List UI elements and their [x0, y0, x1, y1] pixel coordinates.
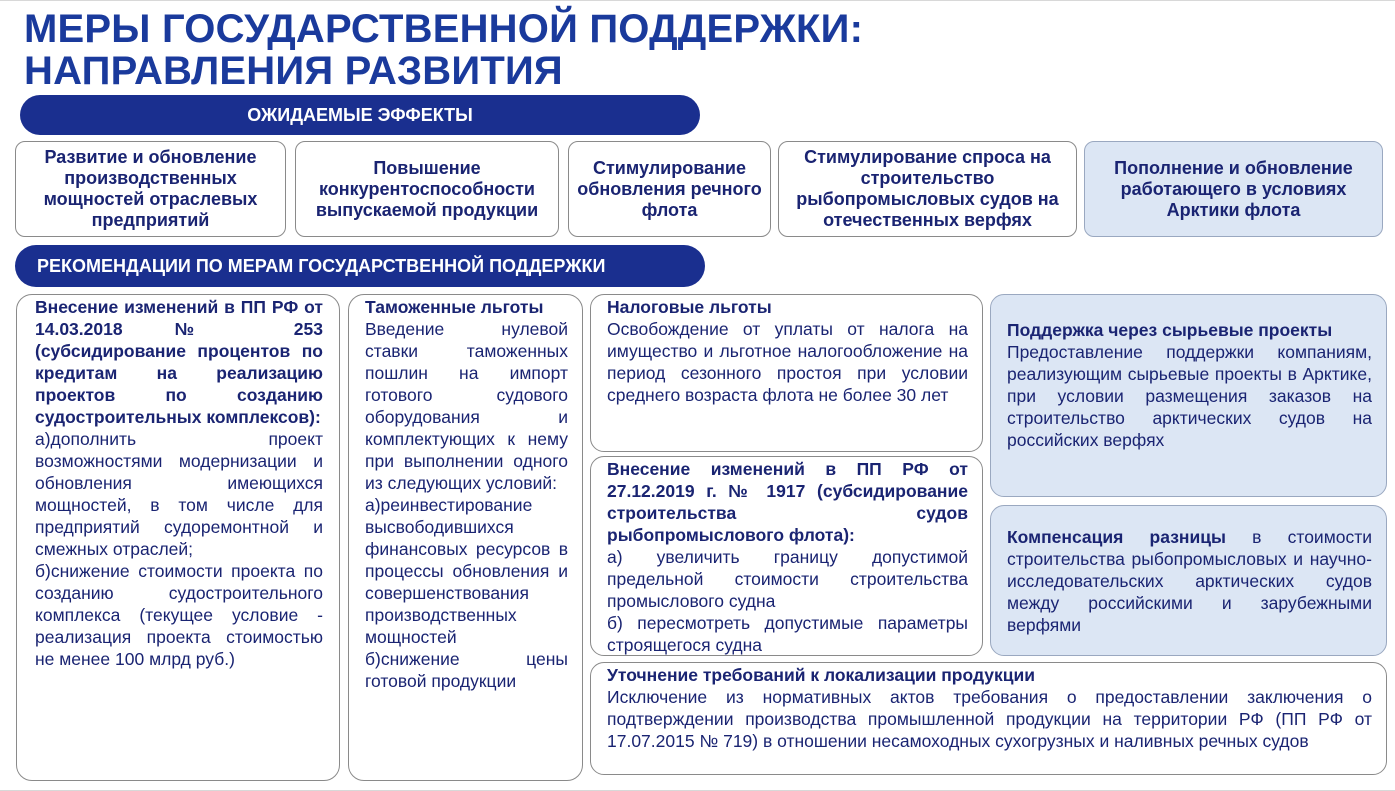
effect-card-arctic-fleet [1084, 141, 1383, 237]
rec-card-heading: Таможенные льготы [365, 297, 544, 317]
rec-card-item-a: а)дополнить проект возможностями модернизации и обновления имеющихся мощностей, в том числе для предприятий судоремонтной и смежных отраслей; [35, 429, 323, 559]
rec-card-heading: Налоговые льготы [607, 297, 772, 317]
effect-card-text: Развитие и обновление производственных мощностей отраслевых предприятий [43, 147, 258, 230]
effects-header: ОЖИДАЕМЫЕ ЭФФЕКТЫ [20, 95, 700, 135]
rec-card-item-b: б)снижение стоимости проекта по созданию судостроительного комплекса (текущее условие - реализация проекта стоимостью не менее 100 млрд руб.) [35, 561, 323, 669]
effect-card-text: Пополнение и обновление работающего в условиях Арктики флота [1114, 157, 1353, 220]
rec-card-item-a: а) увеличить границу допустимой предельной стоимости строительства промыслового судна [607, 547, 968, 611]
rec-card-pp253 [16, 294, 340, 781]
rec-card-localization [590, 662, 1387, 775]
rec-card-pp1917 [590, 456, 983, 656]
rec-card-item-b: б) пересмотреть допустимые параметры строящегося судна [607, 613, 968, 655]
rec-card-heading: Компенсация разницы [1007, 527, 1226, 547]
rec-card-customs [348, 294, 583, 781]
page-title-line-1: МЕРЫ ГОСУДАРСТВЕННОЙ ПОДДЕРЖКИ: [24, 7, 864, 51]
effect-card-river-fleet [568, 141, 771, 237]
effect-card-text: Повышение конкурентоспособности выпускаемой продукции [315, 157, 539, 220]
rec-card-heading: Внесение изменений в ПП РФ от 14.03.2018 № 253 (субсидирование процентов по кредитам на реализацию проектов по созданию судостроительных комплексов): [35, 297, 323, 427]
effect-card-fishing-demand [778, 141, 1077, 237]
rec-card-raw-projects [990, 294, 1387, 497]
rec-card-heading: Уточнение требований к локализации продукции [607, 665, 1036, 685]
effect-card-text: Стимулирование обновления речного флота [577, 157, 762, 220]
rec-card-body: Введение нулевой ставки таможенных пошлин на импорт готового судового оборудования и комплектующих к нему при выполнении одного из следующих условий: [365, 319, 568, 493]
rec-card-item-b: б)снижение цены готовой продукции [365, 649, 568, 691]
page-title [24, 8, 863, 92]
rec-card-body: Предоставление поддержки компаниям, реализующим сырьевые проекты в Арктике, при условии размещения заказов на строительство арктических судов на российских верфях [1007, 342, 1372, 450]
rec-card-body: в стоимости строительства рыбопромысловых и научно-исследовательских арктических судов между российскими и зарубежными верфями [1007, 527, 1373, 635]
recommendations-header: РЕКОМЕНДАЦИИ ПО МЕРАМ ГОСУДАРСТВЕННОЙ ПОДДЕРЖКИ [15, 245, 705, 287]
rec-card-heading: Поддержка через сырьевые проекты [1007, 320, 1333, 340]
effect-card-capacity [15, 141, 286, 237]
rec-card-item-a: а)реинвестирование высвободившихся финансовых ресурсов в процессы обновления и совершенствования производственных мощностей [365, 495, 568, 647]
effect-card-competitiveness [295, 141, 559, 237]
effect-card-text: Стимулирование спроса на строительство рыбопромысловых судов на отечественных верфях [796, 147, 1059, 230]
rec-card-heading: Внесение изменений в ПП РФ от 27.12.2019 г. № 1917 (субсидирование строительства судов рыбопромыслового флота): [607, 459, 968, 545]
rec-card-compensation [990, 505, 1387, 656]
rec-card-tax [590, 294, 983, 452]
rec-card-body: Исключение из нормативных актов требования о предоставлении заключения о подтверждении производства промышленной продукции на территории РФ (ПП РФ от 17.07.2015 № 719) в отношении несамоходных сухогрузных и наливных речных судов [607, 687, 1372, 751]
rec-card-body: Освобождение от уплаты от налога на имущество и льготное налогообложение на период сезонного простоя при условии среднего возраста флота не более 30 лет [607, 319, 968, 405]
page-title-line-2: НАПРАВЛЕНИЯ РАЗВИТИЯ [24, 49, 563, 93]
